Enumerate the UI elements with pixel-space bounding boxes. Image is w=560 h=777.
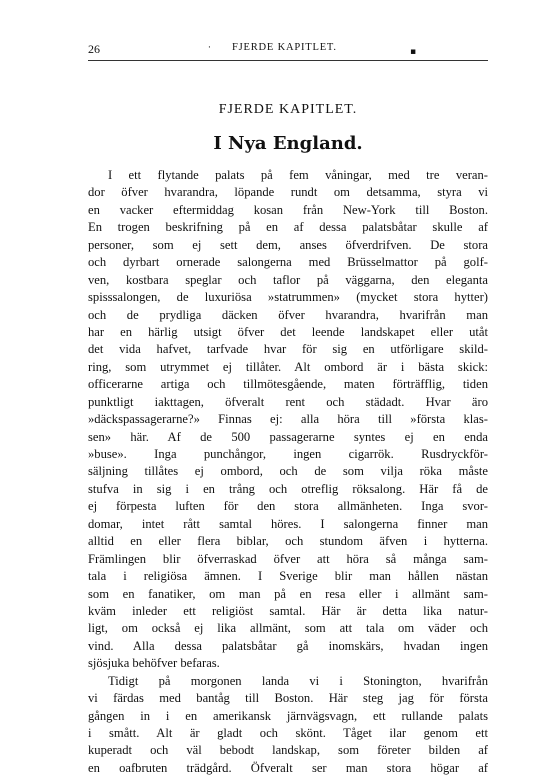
text-line: alltid en eller flera biblar, och stundom äfven i hytterna. bbox=[88, 534, 488, 549]
text-line: har en härlig utsigt öfver det leende landskapet eller utåt bbox=[88, 324, 488, 339]
text-line: ven, kostbara speglar och taflor på väggarna, den eleganta bbox=[88, 272, 488, 287]
text-line: vind. Alla dessa palatsbåtar gå inomskärs, hvadan ingen bbox=[88, 638, 488, 653]
text-line: En trogen beskrifning på en af dessa palatsbåtar skulle af bbox=[88, 220, 488, 235]
text-line: dor öfver hvarandra, löpande rundt om detsamma, styra vi bbox=[88, 185, 488, 200]
text-line: domar, intet rått samtal höres. I salongerna finner man bbox=[88, 516, 488, 531]
text-line: punktligt iakttagen, öfveralt rent och städadt. Hvar äro bbox=[88, 394, 488, 409]
header-rule bbox=[88, 60, 488, 61]
print-speck: ▪ bbox=[410, 47, 417, 57]
text-line: ring, som utrymmet ej tillåter. Alt ombord är i bästa skick: bbox=[88, 359, 488, 374]
text-line: säljning tillåtes ej ombord, och de som vilja röka måste bbox=[88, 464, 488, 479]
text-line: sjösjuka behöfver befaras. bbox=[88, 656, 220, 671]
text-line: stufva in sig i en trång och otreflig röksalong. Här få de bbox=[88, 481, 488, 496]
text-line: Främlingen blir öfverraskad öfver att höra så många sam- bbox=[88, 551, 488, 566]
text-line: gången in i en amerikansk järnvägsvagn, ett rullande palats bbox=[88, 708, 488, 723]
text-line: kväm inleder ett religiöst samtal. Här är detta lika natur- bbox=[88, 603, 488, 618]
text-line: det vida hafvet, tarfvade hvar för sig en utförligare skild- bbox=[88, 342, 488, 357]
text-line: ligt, om också ej lika allmänt, som att tala om väder och bbox=[88, 621, 488, 636]
text-line: ej förpesta luften för den stora allmänheten. Inga svor- bbox=[88, 499, 488, 514]
text-line: spisssalongen, de luxuriösa »statrummen» (mycket stora hytter) bbox=[88, 290, 488, 305]
text-line: som en fanatiker, om man på en resa eller i allmänt sam- bbox=[88, 586, 488, 601]
chapter-title: FJERDE KAPITLET. bbox=[218, 102, 358, 117]
text-line: sen» här. Af de 500 passagerarne syntes ej en enda bbox=[88, 429, 488, 444]
running-head bbox=[88, 42, 488, 58]
body-text bbox=[88, 167, 488, 777]
text-line: I ett flytande palats på fem våningar, med tre veran- bbox=[108, 168, 488, 182]
text-line: officerarne artiga och tillmötesgående, maten förträfflig, tiden bbox=[88, 377, 488, 392]
text-line: tala i religiösa ämnen. I Sverige blir man hållen nästan bbox=[88, 569, 488, 584]
text-line: och de prydliga däcken öfver hvarandra, hvarifrån man bbox=[88, 307, 488, 322]
text-line: Tidigt på morgonen landa vi i Stonington, hvarifrån bbox=[108, 673, 488, 688]
text-line: och dyrbart ornerade salongerna med Brüsselmattor på golf- bbox=[88, 255, 488, 270]
text-line: personer, som ej sett dem, anses öfverdrifven. De stora bbox=[88, 237, 488, 252]
page-number: 26 bbox=[88, 42, 100, 56]
text-line: i smått. Alt är gladt och skönt. Tåget ilar genom ett bbox=[88, 726, 488, 740]
text-line: kuperadt och väl bebodt landskap, som företer bilden af bbox=[88, 743, 488, 758]
running-head-title: FJERDE KAPITLET. bbox=[232, 42, 337, 53]
text-line: vi färdas med bantåg till Boston. Här steg jag för första bbox=[88, 691, 488, 706]
text-line: »buse». Inga punchångor, ingen cigarrök. Rusdryckför- bbox=[88, 447, 488, 461]
chapter-subtitle: I Nya England. bbox=[213, 133, 363, 154]
text-line: en vacker eftermiddag kosan från New-York till Boston. bbox=[88, 202, 488, 217]
text-line: en oafbruten trädgård. Öfveralt ser man stora högar af bbox=[88, 760, 488, 775]
print-speck: · bbox=[208, 43, 211, 53]
text-line: »däckspassagerarne?» Finnas ej: alla höra till »första klas- bbox=[88, 412, 488, 427]
